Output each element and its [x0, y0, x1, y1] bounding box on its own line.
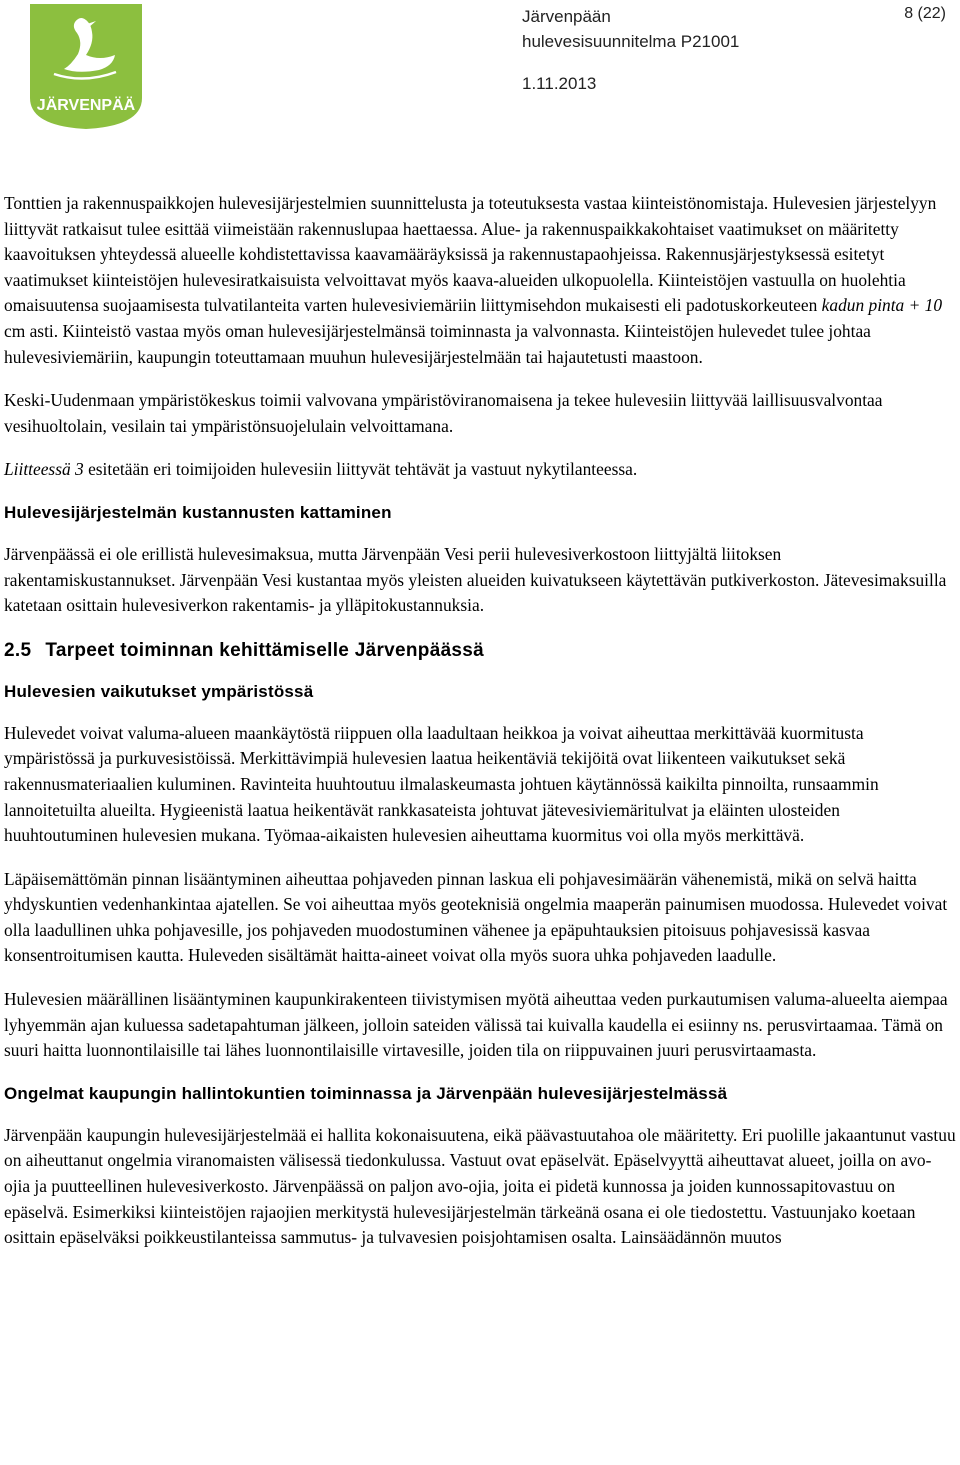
- jarvenpaa-logo: [24, 2, 148, 130]
- appendix-link: Liitteessä 3: [4, 459, 84, 480]
- section-number: 2.5: [4, 639, 32, 661]
- heading-environmental-effects: Hulevesien vaikutukset ympäristössä: [4, 681, 314, 701]
- heading-cost-coverage: Hulevesijärjestelmän kustannusten kattaminen: [4, 502, 392, 522]
- page-number: 8 (22): [904, 5, 946, 22]
- paragraph-costs: Järvenpäässä ei ole erillistä hulevesimaksua, mutta Järvenpään Vesi perii hulevesiverkostoon liittyjältä liitoksen rakentamiskustannukset. Järvenpään Vesi kustantaa myös yleisten alueiden kuivatukseen käytettävän putkiverkoston. Jätevesimaksuilla katetaan osittain hulevesiverkon rakentamis- ja ylläpitokustannuksia.: [4, 543, 947, 616]
- section-heading-2-5: [4, 637, 956, 664]
- paragraph-governance-problems: Järvenpään kaupungin hulevesijärjestelmää ei hallita kokonaisuutena, eikä päävastuutahoa ole määritetty. Eri puolille jakaantunut vastuu on aiheuttanut ongelmia viranomaisten välisessä tiedonkulussa. Vastuut ovat epäselvät. Epäselvyyttä aiheuttavat alueet, joilla on avo-ojia ja puutteellinen hulevesiverkosto. Järvenpäässä on paljon avo-ojia, joita ei pidetä kunnossa ja joiden kunnossapitovastuu on epäselvä. Esimerkiksi kiinteistöjen rajaojien merkitystä hulevesijärjestelmän tärkeänä osana ei ole tiedostettu. Vastuunjako koetaan osittain epäselväksi poikkeustilanteissa sammutus- ja tulvavesien poisjohtamisen osalta. Lainsäädännön muutos: [4, 1124, 956, 1248]
- paragraph-water-quality: Hulevedet voivat valuma-alueen maankäytöstä riippuen olla laadultaan heikkoa ja voivat aiheuttaa merkittävää kuormitusta ympäristössä ja purkuvesistöissä. Merkittävimpiä hulevesien laatua heikentäviä tekijöitä ovat liikenteen vaikutukset sekä rakennusmateriaalien kuluminen. Ravinteita huuhtoutuu ilmalaskeumasta johtuen käytännössä kaikilta pinnoilta, runsaammin lannoitetuilta alueilta. Hygieenistä laatua heikentävät rankkasateista johtuvat jätevesiviemäritulvat ja eläinten ulosteiden huuhtoutuminen hulevesien mukana. Työmaa-aikaisten hulevesien aiheuttama kuormitus voi olla myös merkittävä.: [4, 722, 879, 846]
- paragraph-responsibilities: Tonttien ja rakennuspaikkojen hulevesijärjestelmien suunnittelusta ja toteutuksesta vastaa kiinteistönomistaja. Hulevesien järjestelyyn liittyvät ratkaisut tulee esittää viimeistään rakennuslupaa haettaessa. Alue- ja rakennuspaikkakohtaiset vaatimukset on määritetty kaavoituksen yhteydessä alueelle kohdistettavissa kaavamääräyksissä ja rakennustapaohjeissa. Rakennusjärjestyksessä esitetyt vaatimukset kiinteistöjen hulevesiratkaisuista velvoittavat myös kaava-alueiden ulkopuolella. Kiinteistöjen vastuulla on huolehtia omaisuutensa suojaamisesta tulvatilanteita varten hulevesiviemäriin liittymisehdon mukaisesti eli padotuskorkeuteen kadun pinta + 10 cm asti. Kiinteistö vastaa myös oman hulevesijärjestelmänsä toiminnasta ja valvonnasta. Kiinteistöjen hulevedet tulee johtaa hulevesiviemäriin, kaupungin toteuttamaan muuhun hulevesijärjestelmään tai hajautetusti maastoon.: [4, 193, 943, 367]
- paragraph-runoff-quantity: Hulevesien määrällinen lisääntyminen kaupunkirakenteen tiivistymisen myötä aiheuttaa veden purkautumisen valuma-alueelta aiempaa lyhyemmän ajan kuluessa sadetapahtuman jälkeen, jolloin sateiden välissä tai kuivalla kaudella ei esiinny ns. perusvirtaamaa. Tämä on suuri haitta luonnontilaisille tai lähes luonnontilaisille virtavesille, joiden tila on riippuvainen juuri perusvirtaamasta.: [4, 989, 948, 1061]
- logo-wordmark: JÄRVENPÄÄ: [36, 97, 136, 114]
- paragraph-groundwater: Läpäisemättömän pinnan lisääntyminen aiheuttaa pohjaveden pinnan laskua eli pohjavesimäärän vähenemistä, mikä on selvä haitta yhdyskuntien vedenhankintaa ajatellen. Se voi aiheuttaa myös geoteknisiä ongelmia maaperän painumisen muodossa. Hulevedet voivat olla laadullinen uhka pohjavesille, jos pohjaveden muodostuminen vähenee ja epäpuhtauksien pitoisuus pohjavesissä kasvaa konsentroitumisen kautta. Huleveden sisältämät haitta-aineet voivat olla myös suora uhka pohjaveden laadulle.: [4, 868, 948, 966]
- header-document-title: hulevesisuunnitelma P21001: [522, 32, 740, 51]
- header-organisation: Järvenpään: [522, 7, 611, 26]
- paragraph-supervision: Keski-Uudenmaan ympäristökeskus toimii valvovana ympäristöviranomaisena ja tekee hulevesiin liittyvää laillisuusvalvontaa vesihuoltolain, vesilain tai ympäristönsuojelulain velvoittamana.: [4, 390, 883, 436]
- section-title: Tarpeet toiminnan kehittämiselle Järvenpäässä: [45, 639, 485, 661]
- header-date: 1.11.2013: [522, 74, 597, 93]
- heading-problems: Ongelmat kaupungin hallintokuntien toiminnassa ja Järvenpään hulevesijärjestelmässä: [4, 1083, 728, 1103]
- italic-kadun-pinta: kadun pinta + 10: [821, 295, 943, 316]
- paragraph-appendix-reference: Liitteessä 3 esitetään eri toimijoiden hulevesiin liittyvät tehtävät ja vastuut nykytilanteessa.: [4, 459, 638, 480]
- document-body: [4, 191, 956, 1269]
